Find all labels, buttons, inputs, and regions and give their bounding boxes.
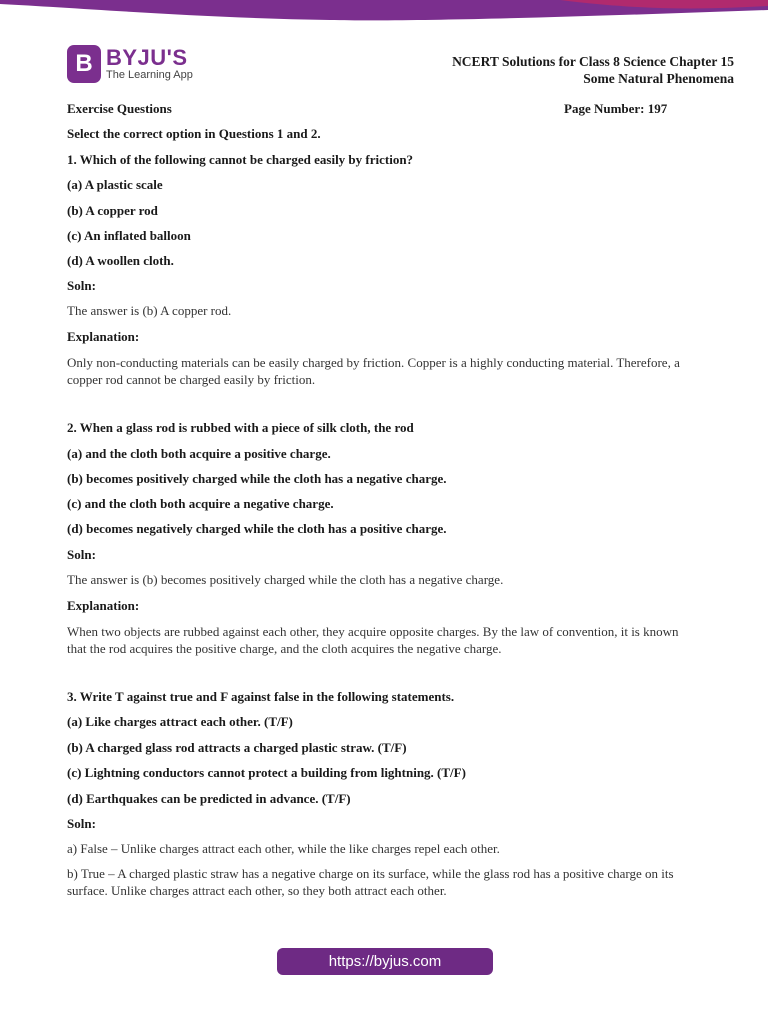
byjus-logo[interactable] — [67, 45, 193, 83]
q3-option-b: (b) A charged glass rod attracts a charged plastic straw. (T/F) — [67, 740, 407, 755]
q1-answer: The answer is (b) A copper rod. — [67, 303, 232, 318]
logo-mark-icon: B — [67, 45, 101, 83]
q1-option-b: (b) A copper rod — [67, 203, 158, 218]
logo-name: BYJU'S — [106, 44, 188, 70]
title-line-2: Some Natural Phenomena — [583, 71, 734, 86]
q1-option-c: (c) An inflated balloon — [67, 228, 191, 243]
q2-question: 2. When a glass rod is rubbed with a piece of silk cloth, the rod — [67, 420, 414, 435]
q3-soln-label: Soln: — [67, 816, 96, 831]
q1-option-a: (a) A plastic scale — [67, 177, 163, 192]
q3-option-c: (c) Lightning conductors cannot protect a building from lightning. (T/F) — [67, 765, 466, 780]
title-line-1: NCERT Solutions for Class 8 Science Chapter 15 — [452, 54, 734, 69]
q3-answer-a: a) False – Unlike charges attract each other, while the like charges repel each other. — [67, 841, 500, 856]
q1-question: 1. Which of the following cannot be charged easily by friction? — [67, 152, 414, 167]
q1-option-d: (d) A woollen cloth. — [67, 253, 174, 268]
document-title — [452, 53, 734, 87]
footer-url-text: https://byjus.com — [328, 953, 442, 970]
q3-answer-b: b) True – A charged plastic straw has a negative charge on its surface, while the glass rod has a positive charge on its surface. Unlike charges attract each other, so they both attract each other. — [67, 866, 674, 898]
q2-explanation-label: Explanation: — [67, 598, 140, 613]
q3-question: 3. Write T against true and F against false in the following statements. — [67, 689, 455, 704]
instruction-text: Select the correct option in Questions 1 and 2. — [67, 126, 321, 141]
q1-soln-label: Soln: — [67, 278, 96, 293]
q2-option-a: (a) and the cloth both acquire a positive charge. — [67, 446, 331, 461]
top-decorative-band — [0, 0, 768, 22]
page-number: Page Number: 197 — [564, 101, 668, 116]
footer-url-link[interactable] — [277, 948, 493, 975]
q1-explanation: Only non-conducting materials can be easily charged by friction. Copper is a highly conducting material. Therefore, a copper rod cannot be charged easily by friction. — [67, 355, 680, 387]
q2-option-c: (c) and the cloth both acquire a negative charge. — [67, 496, 334, 511]
q2-soln-label: Soln: — [67, 547, 96, 562]
section-heading: Exercise Questions — [67, 101, 172, 116]
q1-explanation-label: Explanation: — [67, 329, 140, 344]
q2-explanation: When two objects are rubbed against each other, they acquire opposite charges. By the law of convention, it is known that the rod acquires the positive charge, and the cloth acquires the negative charge. — [67, 624, 679, 656]
q2-answer: The answer is (b) becomes positively charged while the cloth has a negative charge. — [67, 572, 504, 587]
logo-tagline: The Learning App — [106, 68, 193, 81]
q3-option-a: (a) Like charges attract each other. (T/F) — [67, 714, 293, 729]
q2-option-d: (d) becomes negatively charged while the cloth has a positive charge. — [67, 521, 447, 536]
q3-option-d: (d) Earthquakes can be predicted in advance. (T/F) — [67, 791, 351, 806]
q2-option-b: (b) becomes positively charged while the cloth has a negative charge. — [67, 471, 447, 486]
